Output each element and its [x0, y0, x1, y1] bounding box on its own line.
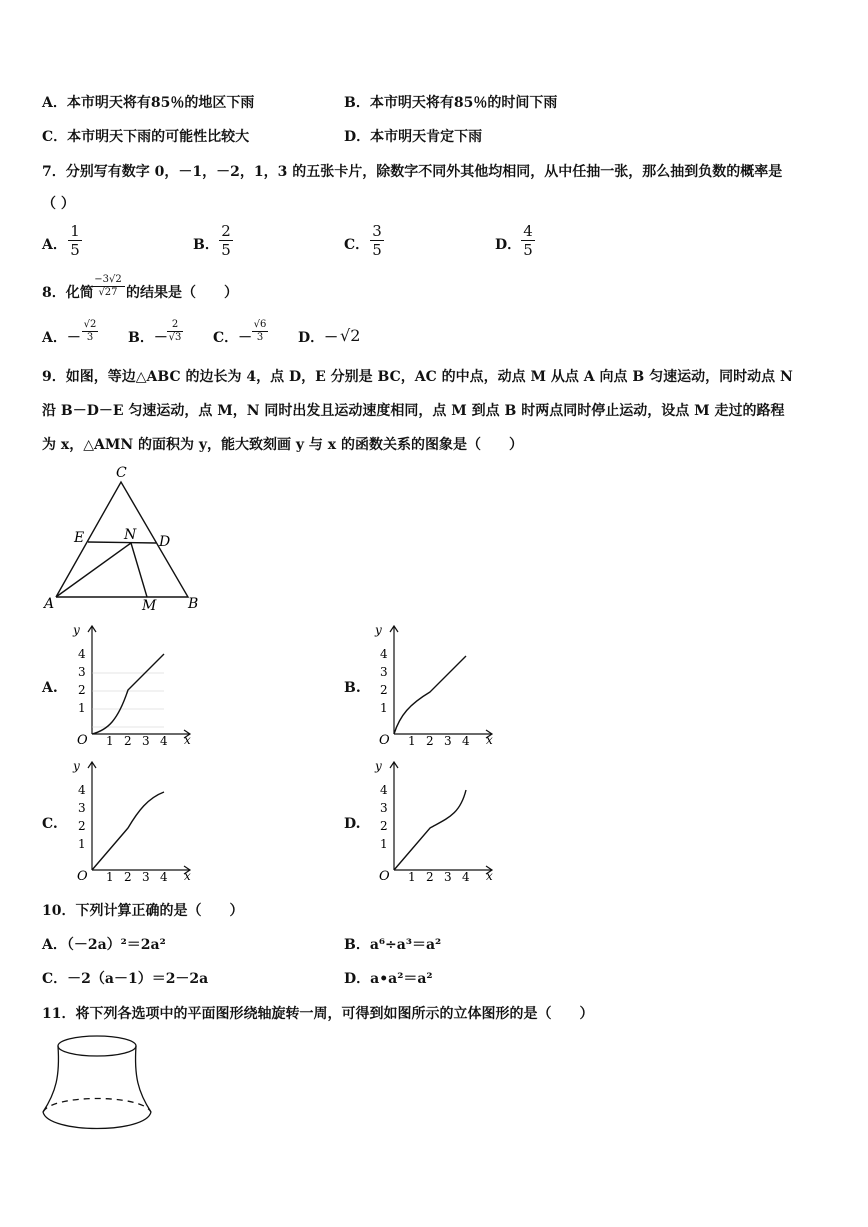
q9-stem-line2: 沿 B－D－E 匀速运动，点 M，N 同时出发且运动速度相同，点 M 到点 B 时两点同时停止运动，设点 M 走过的路程	[42, 403, 785, 419]
graph-a	[68, 620, 198, 750]
y-tick-1: 1	[78, 701, 86, 715]
x-label: x	[184, 733, 191, 747]
x-tick-3: 3	[444, 870, 452, 884]
q10-option-b: B．a⁶÷a³＝a²	[344, 937, 442, 953]
origin-label: O	[379, 869, 390, 884]
origin-label: O	[379, 733, 390, 748]
q8-option-a-label: A．－	[42, 330, 81, 346]
x-tick-4: 4	[462, 870, 470, 884]
q8-option-b-label: B．－	[128, 330, 168, 346]
y-label: y	[73, 623, 80, 637]
q7-option-c-num: 3	[370, 222, 384, 241]
q10-option-c: C．－2（a－1）＝2－2a	[42, 971, 209, 987]
label-n: N	[124, 527, 137, 543]
q8-option-b-fraction	[167, 319, 183, 344]
graph-option-c-label: C.	[42, 816, 58, 832]
q8-option-d-value: √2	[340, 326, 361, 345]
q8-option-a-fraction	[82, 319, 98, 344]
q8-stem-prefix: 8．化简	[42, 285, 94, 301]
x-tick-2: 2	[426, 870, 434, 884]
graph-a-curve	[92, 654, 164, 734]
q6-option-a: A．本市明天将有85％的地区下雨	[42, 95, 255, 111]
q8-option-a-num: √2	[83, 319, 97, 330]
graph-b	[370, 620, 500, 750]
q7-option-d-label: D．	[495, 237, 522, 253]
bottom-back-arc	[43, 1099, 151, 1113]
q8-option-c-den: 3	[256, 332, 264, 343]
q11-stem: 11．将下列各选项中的平面图形绕轴旋转一周，可得到如图所示的立体图形的是（ ）	[42, 1006, 594, 1022]
segment-ed	[88, 542, 156, 543]
left-side	[43, 1046, 58, 1112]
q7-option-c-label: C．	[344, 237, 370, 253]
q8-stem-fraction	[91, 274, 125, 299]
q8-option-c-num: √6	[253, 319, 267, 330]
graph-d-curve	[394, 790, 466, 870]
x-tick-1: 1	[106, 870, 114, 884]
q7-option-d-num: 4	[521, 222, 535, 241]
graph-option-b-label: B.	[344, 680, 361, 696]
y-tick-3: 3	[78, 801, 86, 815]
top-ellipse	[58, 1036, 136, 1056]
y-tick-4: 4	[78, 783, 86, 797]
label-e: E	[74, 530, 85, 546]
y-tick-4: 4	[380, 647, 388, 661]
origin-label: O	[77, 733, 88, 748]
graph-option-d-label: D.	[344, 816, 361, 832]
q8-option-b-den: √3	[168, 332, 182, 343]
q7-option-a-den: 5	[70, 241, 80, 259]
y-tick-1: 1	[78, 837, 86, 851]
q7-option-b-den: 5	[221, 241, 231, 259]
y-tick-4: 4	[380, 783, 388, 797]
q6-option-d: D．本市明天肯定下雨	[344, 129, 483, 145]
x-label: x	[486, 869, 493, 883]
q7-option-a-label: A．	[42, 237, 67, 253]
graph-option-a-label: A.	[42, 680, 58, 696]
graph-b-curve	[394, 656, 466, 734]
solid-figure	[38, 1030, 168, 1140]
right-side	[136, 1046, 151, 1112]
graph-c	[68, 756, 198, 886]
q7-stem: 7．分别写有数字 0，－1，－2，1，3 的五张卡片，除数字不同外其他均相同，从中任抽一张，那么抽到负数的概率是	[42, 164, 783, 180]
y-tick-1: 1	[380, 701, 388, 715]
x-tick-2: 2	[124, 734, 132, 748]
y-tick-3: 3	[78, 665, 86, 679]
q9-stem-line3: 为 x，△AMN 的面积为 y，能大致刻画 y 与 x 的函数关系的图象是（ ）	[42, 437, 524, 453]
segment-an	[56, 543, 131, 597]
x-label: x	[184, 869, 191, 883]
q7-option-d-fraction	[521, 222, 535, 259]
label-a: A	[44, 596, 55, 612]
label-d: D	[159, 534, 171, 550]
q8-option-b-num: 2	[167, 319, 183, 332]
x-tick-2: 2	[124, 870, 132, 884]
x-tick-1: 1	[408, 870, 416, 884]
label-m: M	[142, 598, 157, 614]
q7-option-a-num: 1	[68, 222, 82, 241]
q7-option-b-label: B．	[193, 237, 219, 253]
x-tick-1: 1	[106, 734, 114, 748]
segment-nm	[131, 543, 147, 597]
q6-option-c: C．本市明天下雨的可能性比较大	[42, 129, 250, 145]
q8-stem-num: −3√2	[91, 274, 125, 287]
graph-c-curve	[92, 792, 164, 870]
grid-lines	[92, 673, 164, 727]
origin-label: O	[77, 869, 88, 884]
q7-option-d-den: 5	[523, 241, 533, 259]
q6-option-b: B．本市明天将有85％的时间下雨	[344, 95, 558, 111]
x-tick-3: 3	[444, 734, 452, 748]
q7-option-c-den: 5	[372, 241, 382, 259]
q10-option-a: A．（－2a）²＝2a²	[42, 937, 166, 953]
bottom-front-arc	[43, 1112, 151, 1129]
y-tick-2: 2	[380, 819, 388, 833]
label-c: C	[116, 465, 127, 481]
y-tick-2: 2	[78, 819, 86, 833]
q8-option-c-fraction	[252, 319, 268, 344]
q8-option-d-label: D．－	[298, 330, 339, 346]
graph-d	[370, 756, 500, 886]
q7-option-a-fraction	[68, 222, 82, 259]
q7-option-b-num: 2	[219, 222, 233, 241]
y-tick-2: 2	[78, 683, 86, 697]
triangle-figure	[40, 460, 210, 620]
x-tick-4: 4	[160, 734, 168, 748]
q7-paren: （ ）	[42, 196, 75, 212]
q8-option-a-den: 3	[86, 332, 94, 343]
q9-stem-line1: 9．如图，等边△ABC 的边长为 4，点 D，E 分别是 BC，AC 的中点，动点 M 从点 A 向点 B 匀速运动，同时动点 N	[42, 369, 793, 385]
y-label: y	[375, 759, 382, 773]
y-tick-3: 3	[380, 665, 388, 679]
y-tick-2: 2	[380, 683, 388, 697]
y-label: y	[73, 759, 80, 773]
q10-option-d: D．a•a²＝a²	[344, 971, 433, 987]
q7-option-b-fraction	[219, 222, 233, 259]
y-tick-1: 1	[380, 837, 388, 851]
y-tick-3: 3	[380, 801, 388, 815]
x-tick-2: 2	[426, 734, 434, 748]
x-tick-4: 4	[160, 870, 168, 884]
x-tick-3: 3	[142, 870, 150, 884]
q8-stem-suffix: 的结果是（ ）	[126, 285, 238, 301]
y-tick-4: 4	[78, 647, 86, 661]
q10-stem: 10．下列计算正确的是（ ）	[42, 903, 244, 919]
q8-option-c-label: C．－	[213, 330, 253, 346]
x-label: x	[486, 733, 493, 747]
q8-stem-den: √27	[98, 287, 118, 298]
label-b: B	[188, 596, 199, 612]
q7-option-c-fraction	[370, 222, 384, 259]
x-tick-4: 4	[462, 734, 470, 748]
x-tick-3: 3	[142, 734, 150, 748]
x-tick-1: 1	[408, 734, 416, 748]
y-label: y	[375, 623, 382, 637]
